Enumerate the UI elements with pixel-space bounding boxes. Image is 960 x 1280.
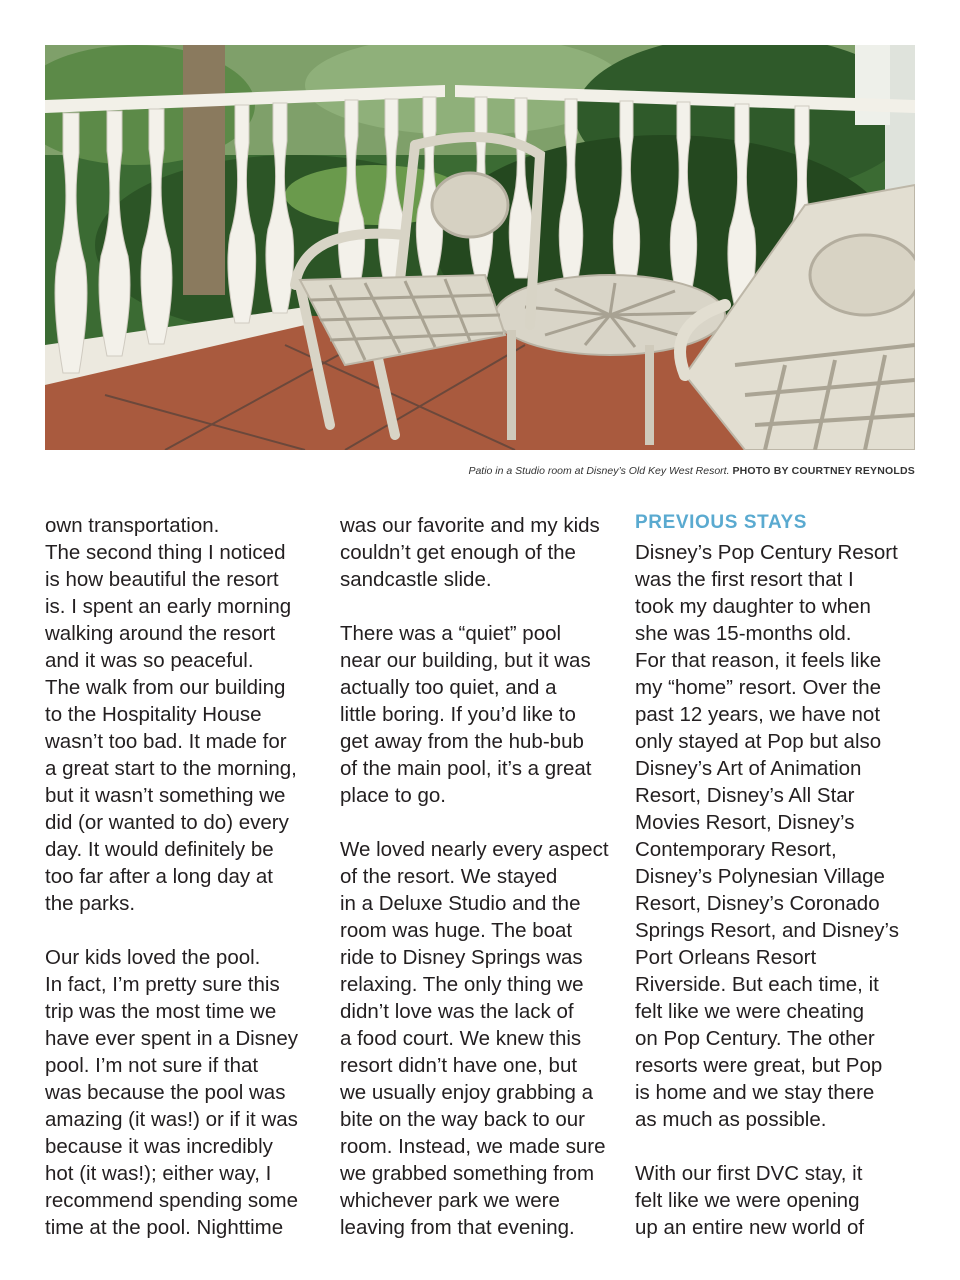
text-line: too far after a long day at: [45, 865, 273, 888]
text-line: we usually enjoy grabbing a: [340, 1081, 593, 1104]
text-line: in a Deluxe Studio and the: [340, 892, 581, 915]
text-line: amazing (it was!) or if it was: [45, 1108, 298, 1131]
patio-photo: [45, 45, 915, 450]
text-line: because it was incredibly: [45, 1135, 273, 1158]
text-line: The walk from our building: [45, 676, 286, 699]
text-line: Disney’s Polynesian Village: [635, 865, 885, 888]
text-line: is how beautiful the resort: [45, 568, 279, 591]
article-column-1: [45, 512, 325, 1268]
caption-description: Patio in a Studio room at Disney’s Old Key West Resort.: [468, 465, 730, 477]
text-line: my “home” resort. Over the: [635, 676, 882, 699]
text-line: the parks.: [45, 892, 136, 915]
text-line: For that reason, it feels like: [635, 649, 882, 672]
text-line: Contemporary Resort,: [635, 838, 837, 861]
text-line: a great start to the morning,: [45, 757, 297, 780]
text-line: There was a “quiet” pool: [340, 622, 562, 645]
text-line: of the resort. We stayed: [340, 865, 558, 888]
text-line: on Pop Century. The other: [635, 1027, 875, 1050]
paragraph: [340, 620, 620, 809]
text-line: but it wasn’t something we: [45, 784, 286, 807]
text-line: we grabbed something from: [340, 1162, 595, 1185]
text-line: Disney’s Pop Century Resort: [635, 541, 898, 564]
text-line: Resort, Disney’s All Star: [635, 784, 855, 807]
text-line: room. Instead, we made sure: [340, 1135, 606, 1158]
article-column-3: [635, 512, 915, 1268]
text-line: is home and we stay there: [635, 1081, 875, 1104]
text-line: hot (it was!); either way, I: [45, 1162, 272, 1185]
text-line: ride to Disney Springs was: [340, 946, 583, 969]
text-line: up an entire new world of: [635, 1216, 865, 1239]
text-line: bite on the way back to our: [340, 1108, 586, 1131]
text-line: time at the pool. Nighttime: [45, 1216, 284, 1239]
photo-caption: [45, 465, 915, 477]
text-line: room was huge. The boat: [340, 919, 573, 942]
text-line: Movies Resort, Disney’s: [635, 811, 855, 834]
text-line: a food court. We knew this: [340, 1027, 582, 1050]
text-line: did (or wanted to do) every: [45, 811, 289, 834]
text-line: trip was the most time we: [45, 1000, 277, 1023]
text-line: walking around the resort: [45, 622, 276, 645]
text-line: felt like we were opening: [635, 1189, 860, 1212]
text-line: day. It would definitely be: [45, 838, 274, 861]
paragraph: [340, 512, 620, 593]
paragraph: [635, 1160, 915, 1241]
text-line: place to go.: [340, 784, 446, 807]
text-line: In fact, I’m pretty sure this: [45, 973, 280, 996]
article-column-2: [340, 512, 620, 1268]
patio-illustration: [45, 45, 915, 450]
text-line: relaxing. The only thing we: [340, 973, 584, 996]
text-line: Disney’s Art of Animation: [635, 757, 862, 780]
text-line: was because the pool was: [45, 1081, 286, 1104]
text-line: is. I spent an early morning: [45, 595, 292, 618]
text-line: wasn’t too bad. It made for: [45, 730, 287, 753]
text-line: of the main pool, it’s a great: [340, 757, 592, 780]
text-line: resort didn’t have one, but: [340, 1054, 578, 1077]
text-line: sandcastle slide.: [340, 568, 492, 591]
text-line: pool. I’m not sure if that: [45, 1054, 259, 1077]
text-line: she was 15-months old.: [635, 622, 852, 645]
photo-credit: PHOTO BY COURTNEY REYNOLDS: [732, 465, 915, 477]
text-line: We loved nearly every aspect: [340, 838, 609, 861]
text-line: The second thing I noticed: [45, 541, 286, 564]
text-line: Port Orleans Resort: [635, 946, 817, 969]
text-line: only stayed at Pop but also: [635, 730, 882, 753]
text-line: own transportation.: [45, 514, 220, 537]
text-line: recommend spending some: [45, 1189, 298, 1212]
text-line: didn’t love was the lack of: [340, 1000, 574, 1023]
text-line: Resort, Disney’s Coronado: [635, 892, 880, 915]
text-line: near our building, but it was: [340, 649, 591, 672]
paragraph: [340, 836, 620, 1241]
paragraph: [45, 512, 325, 917]
text-line: actually too quiet, and a: [340, 676, 557, 699]
text-line: have ever spent in a Disney: [45, 1027, 298, 1050]
text-line: to the Hospitality House: [45, 703, 262, 726]
text-line: Our kids loved the pool.: [45, 946, 261, 969]
text-line: and it was so peaceful.: [45, 649, 254, 672]
paragraph: [635, 539, 915, 1133]
text-line: Springs Resort, and Disney’s: [635, 919, 899, 942]
text-line: was the first resort that I: [635, 568, 854, 591]
text-line: past 12 years, we have not: [635, 703, 881, 726]
text-line: leaving from that evening.: [340, 1216, 575, 1239]
text-line: get away from the hub-bub: [340, 730, 584, 753]
text-line: took my daughter to when: [635, 595, 871, 618]
text-line: little boring. If you’d like to: [340, 703, 576, 726]
text-line: Riverside. But each time, it: [635, 973, 879, 996]
text-line: as much as possible.: [635, 1108, 827, 1131]
text-line: couldn’t get enough of the: [340, 541, 576, 564]
text-line: With our first DVC stay, it: [635, 1162, 863, 1185]
text-line: resorts were great, but Pop: [635, 1054, 883, 1077]
text-line: was our favorite and my kids: [340, 514, 600, 537]
text-line: felt like we were cheating: [635, 1000, 865, 1023]
section-heading: PREVIOUS STAYS: [635, 512, 808, 533]
text-line: whichever park we were: [340, 1189, 560, 1212]
paragraph: [45, 944, 325, 1241]
